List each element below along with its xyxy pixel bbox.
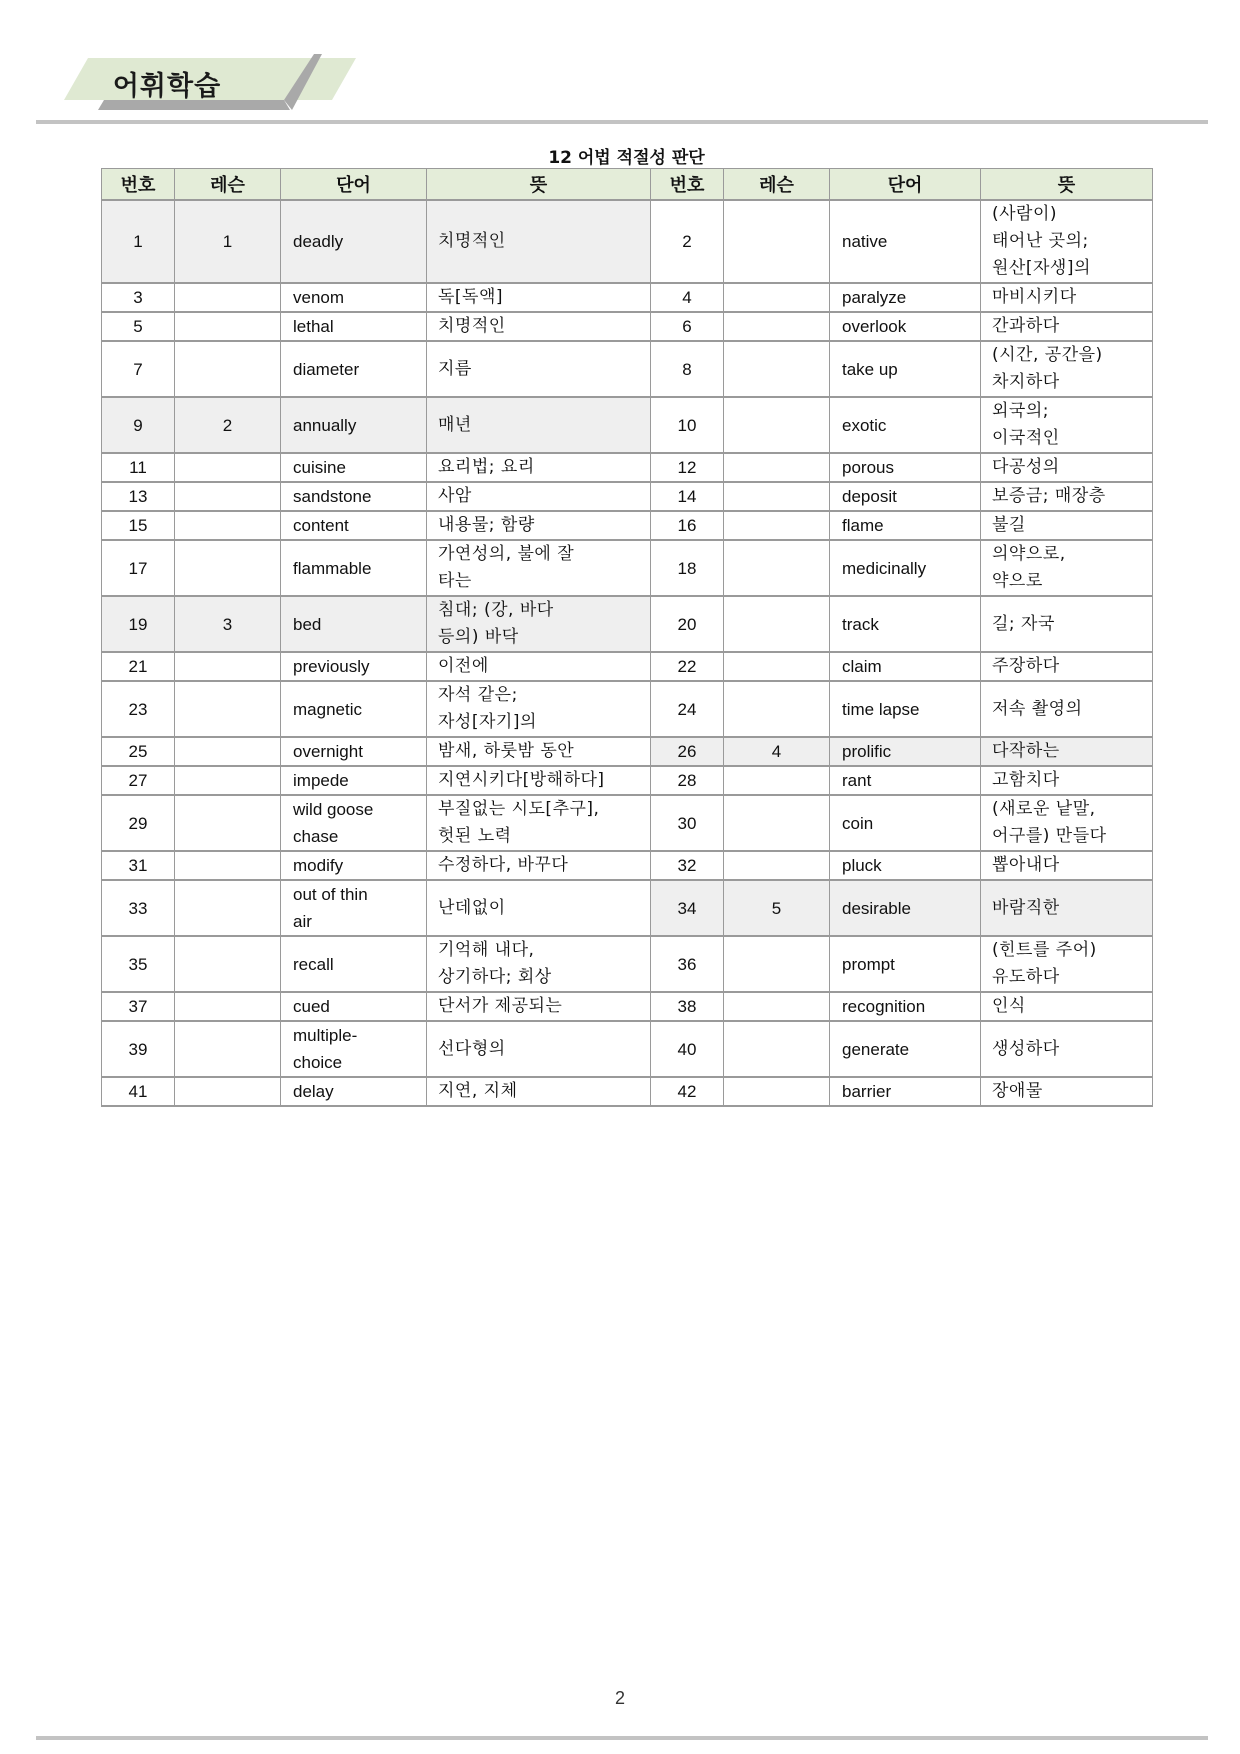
entry-number-2: 10 [651, 397, 724, 453]
entry-word-2: prompt [830, 936, 981, 992]
entry-word: wild goose chase [281, 795, 427, 851]
entry-number-2: 8 [651, 341, 724, 397]
entry-number-2: 22 [651, 652, 724, 681]
entry-word: out of thin air [281, 880, 427, 936]
entry-number: 29 [102, 795, 175, 851]
entry-lesson [175, 341, 281, 397]
entry-lesson-2 [724, 681, 830, 737]
header-row [102, 169, 1153, 201]
entry-number-2: 38 [651, 992, 724, 1021]
entry-meaning-2: 생성하다 [981, 1021, 1153, 1077]
entry-meaning: 기억해 내다, 상기하다; 회상 [427, 936, 651, 992]
table-row [102, 936, 1153, 992]
col-header-word: 단어 [281, 169, 427, 201]
col-header-lesson-2: 레슨 [724, 169, 830, 201]
table-title: 12 어법 적절성 판단 [548, 148, 705, 168]
table-row [102, 596, 1153, 652]
entry-number: 37 [102, 992, 175, 1021]
col-header-num: 번호 [102, 169, 175, 201]
entry-meaning: 지연시키다[방해하다] [427, 766, 651, 795]
entry-word: cuisine [281, 453, 427, 482]
section-title: 어휘학습 [112, 71, 222, 102]
entry-lesson-2 [724, 453, 830, 482]
entry-word-2: track [830, 596, 981, 652]
entry-number: 31 [102, 851, 175, 880]
entry-lesson [175, 312, 281, 341]
entry-number-2: 32 [651, 851, 724, 880]
entry-word: sandstone [281, 482, 427, 511]
entry-lesson-2: 5 [724, 880, 830, 936]
table-row [102, 312, 1153, 341]
entry-word-2: desirable [830, 880, 981, 936]
entry-number: 13 [102, 482, 175, 511]
entry-word-2: deposit [830, 482, 981, 511]
entry-lesson [175, 851, 281, 880]
entry-meaning-2: 바람직한 [981, 880, 1153, 936]
entry-number-2: 24 [651, 681, 724, 737]
entry-lesson-2 [724, 992, 830, 1021]
entry-lesson-2 [724, 397, 830, 453]
table-row [102, 511, 1153, 540]
col-header-meaning-2: 뜻 [981, 169, 1153, 201]
entry-word-2: coin [830, 795, 981, 851]
entry-lesson: 1 [175, 200, 281, 283]
entry-word-2: recognition [830, 992, 981, 1021]
entry-meaning-2: (새로운 낱말, 어구를) 만들다 [981, 795, 1153, 851]
entry-meaning: 난데없이 [427, 880, 651, 936]
entry-meaning: 수정하다, 바꾸다 [427, 851, 651, 880]
entry-lesson-2 [724, 1021, 830, 1077]
entry-word: bed [281, 596, 427, 652]
entry-word-2: exotic [830, 397, 981, 453]
entry-number: 7 [102, 341, 175, 397]
entry-word: recall [281, 936, 427, 992]
entry-lesson [175, 992, 281, 1021]
entry-number: 21 [102, 652, 175, 681]
col-header-word-2: 단어 [830, 169, 981, 201]
vocabulary-rows [102, 200, 1153, 1106]
entry-number-2: 20 [651, 596, 724, 652]
entry-meaning: 부질없는 시도[추구], 헛된 노력 [427, 795, 651, 851]
entry-meaning: 요리법; 요리 [427, 453, 651, 482]
entry-meaning: 밤새, 하룻밤 동안 [427, 737, 651, 766]
entry-lesson [175, 936, 281, 992]
bottom-rule [36, 1736, 1208, 1740]
entry-meaning: 지연, 지체 [427, 1077, 651, 1106]
entry-meaning: 가연성의, 불에 잘 타는 [427, 540, 651, 596]
entry-meaning-2: 인식 [981, 992, 1153, 1021]
entry-number-2: 30 [651, 795, 724, 851]
entry-word-2: generate [830, 1021, 981, 1077]
entry-word-2: paralyze [830, 283, 981, 312]
entry-word: cued [281, 992, 427, 1021]
entry-number-2: 18 [651, 540, 724, 596]
entry-number-2: 12 [651, 453, 724, 482]
entry-number: 25 [102, 737, 175, 766]
entry-lesson-2 [724, 1077, 830, 1106]
entry-lesson [175, 283, 281, 312]
entry-word: lethal [281, 312, 427, 341]
table-row [102, 283, 1153, 312]
entry-meaning-2: 고함치다 [981, 766, 1153, 795]
table-row [102, 453, 1153, 482]
entry-lesson [175, 880, 281, 936]
entry-meaning-2: 길; 자국 [981, 596, 1153, 652]
entry-lesson [175, 681, 281, 737]
entry-meaning: 독[독액] [427, 283, 651, 312]
entry-meaning: 선다형의 [427, 1021, 651, 1077]
entry-meaning: 사암 [427, 482, 651, 511]
entry-number: 3 [102, 283, 175, 312]
entry-meaning-2: 저속 촬영의 [981, 681, 1153, 737]
col-header-lesson: 레슨 [175, 169, 281, 201]
entry-word-2: pluck [830, 851, 981, 880]
entry-word: delay [281, 1077, 427, 1106]
entry-meaning: 단서가 제공되는 [427, 992, 651, 1021]
entry-word-2: porous [830, 453, 981, 482]
entry-word: magnetic [281, 681, 427, 737]
entry-word: impede [281, 766, 427, 795]
entry-meaning: 지름 [427, 341, 651, 397]
entry-word: modify [281, 851, 427, 880]
entry-lesson [175, 511, 281, 540]
table-row [102, 1077, 1153, 1106]
table-row [102, 737, 1153, 766]
entry-meaning-2: 다공성의 [981, 453, 1153, 482]
entry-word: diameter [281, 341, 427, 397]
table-row [102, 795, 1153, 851]
entry-meaning: 자석 같은; 자성[자기]의 [427, 681, 651, 737]
entry-number: 9 [102, 397, 175, 453]
entry-number-2: 26 [651, 737, 724, 766]
entry-number-2: 36 [651, 936, 724, 992]
table-row [102, 397, 1153, 453]
vocabulary-table [101, 168, 1153, 1107]
entry-meaning-2: 장애물 [981, 1077, 1153, 1106]
entry-number-2: 40 [651, 1021, 724, 1077]
entry-meaning: 이전에 [427, 652, 651, 681]
entry-number: 35 [102, 936, 175, 992]
entry-meaning-2: 다작하는 [981, 737, 1153, 766]
entry-word: annually [281, 397, 427, 453]
entry-number-2: 28 [651, 766, 724, 795]
entry-meaning: 침대; (강, 바다 등의) 바닥 [427, 596, 651, 652]
entry-meaning: 매년 [427, 397, 651, 453]
entry-word-2: medicinally [830, 540, 981, 596]
entry-meaning: 내용물; 함량 [427, 511, 651, 540]
col-header-num-2: 번호 [651, 169, 724, 201]
table-row [102, 992, 1153, 1021]
entry-lesson-2 [724, 795, 830, 851]
entry-lesson-2 [724, 482, 830, 511]
entry-lesson-2 [724, 652, 830, 681]
entry-number: 15 [102, 511, 175, 540]
entry-word: content [281, 511, 427, 540]
entry-lesson [175, 652, 281, 681]
entry-meaning: 치명적인 [427, 200, 651, 283]
table-row [102, 681, 1153, 737]
table-row [102, 482, 1153, 511]
entry-meaning-2: 의약으로, 약으로 [981, 540, 1153, 596]
entry-lesson-2 [724, 200, 830, 283]
entry-word: previously [281, 652, 427, 681]
entry-lesson-2 [724, 936, 830, 992]
entry-number-2: 34 [651, 880, 724, 936]
entry-lesson [175, 766, 281, 795]
entry-word-2: overlook [830, 312, 981, 341]
table-row [102, 851, 1153, 880]
entry-word-2: rant [830, 766, 981, 795]
entry-word-2: flame [830, 511, 981, 540]
table-row [102, 1021, 1153, 1077]
entry-lesson-2 [724, 511, 830, 540]
entry-number-2: 2 [651, 200, 724, 283]
entry-lesson [175, 1077, 281, 1106]
entry-lesson-2 [724, 851, 830, 880]
entry-lesson [175, 453, 281, 482]
entry-lesson [175, 737, 281, 766]
entry-meaning-2: 간과하다 [981, 312, 1153, 341]
entry-number: 5 [102, 312, 175, 341]
entry-meaning-2: 보증금; 매장층 [981, 482, 1153, 511]
entry-number-2: 14 [651, 482, 724, 511]
entry-number: 41 [102, 1077, 175, 1106]
entry-lesson-2 [724, 341, 830, 397]
entry-lesson-2 [724, 312, 830, 341]
top-rule [36, 120, 1208, 124]
entry-meaning-2: (시간, 공간을) 차지하다 [981, 341, 1153, 397]
entry-word: multiple- choice [281, 1021, 427, 1077]
entry-word-2: take up [830, 341, 981, 397]
table-row [102, 200, 1153, 283]
entry-meaning-2: 마비시키다 [981, 283, 1153, 312]
entry-meaning-2: (사람이) 태어난 곳의; 원산[자생]의 [981, 200, 1153, 283]
entry-number: 19 [102, 596, 175, 652]
entry-lesson-2 [724, 283, 830, 312]
entry-meaning: 치명적인 [427, 312, 651, 341]
entry-meaning-2: 불길 [981, 511, 1153, 540]
entry-number: 33 [102, 880, 175, 936]
entry-meaning-2: 뽑아내다 [981, 851, 1153, 880]
entry-word-2: time lapse [830, 681, 981, 737]
entry-lesson-2 [724, 540, 830, 596]
entry-lesson [175, 540, 281, 596]
entry-number: 39 [102, 1021, 175, 1077]
entry-lesson [175, 482, 281, 511]
entry-word-2: native [830, 200, 981, 283]
entry-number-2: 42 [651, 1077, 724, 1106]
entry-number-2: 16 [651, 511, 724, 540]
entry-lesson-2: 4 [724, 737, 830, 766]
entry-meaning-2: 외국의; 이국적인 [981, 397, 1153, 453]
entry-word: flammable [281, 540, 427, 596]
table-row [102, 652, 1153, 681]
entry-word-2: barrier [830, 1077, 981, 1106]
entry-number: 11 [102, 453, 175, 482]
table-row [102, 766, 1153, 795]
table-row [102, 341, 1153, 397]
table-row [102, 540, 1153, 596]
table-row [102, 880, 1153, 936]
entry-lesson [175, 795, 281, 851]
entry-word-2: claim [830, 652, 981, 681]
entry-number-2: 6 [651, 312, 724, 341]
page-number: 2 [614, 1688, 625, 1708]
entry-word: overnight [281, 737, 427, 766]
entry-lesson-2 [724, 766, 830, 795]
entry-word-2: prolific [830, 737, 981, 766]
entry-number: 17 [102, 540, 175, 596]
entry-meaning-2: 주장하다 [981, 652, 1153, 681]
entry-number: 27 [102, 766, 175, 795]
entry-lesson: 2 [175, 397, 281, 453]
col-header-meaning: 뜻 [427, 169, 651, 201]
entry-lesson-2 [724, 596, 830, 652]
entry-lesson: 3 [175, 596, 281, 652]
entry-word: venom [281, 283, 427, 312]
entry-number-2: 4 [651, 283, 724, 312]
entry-lesson [175, 1021, 281, 1077]
entry-word: deadly [281, 200, 427, 283]
entry-number: 1 [102, 200, 175, 283]
entry-meaning-2: (힌트를 주어) 유도하다 [981, 936, 1153, 992]
entry-number: 23 [102, 681, 175, 737]
